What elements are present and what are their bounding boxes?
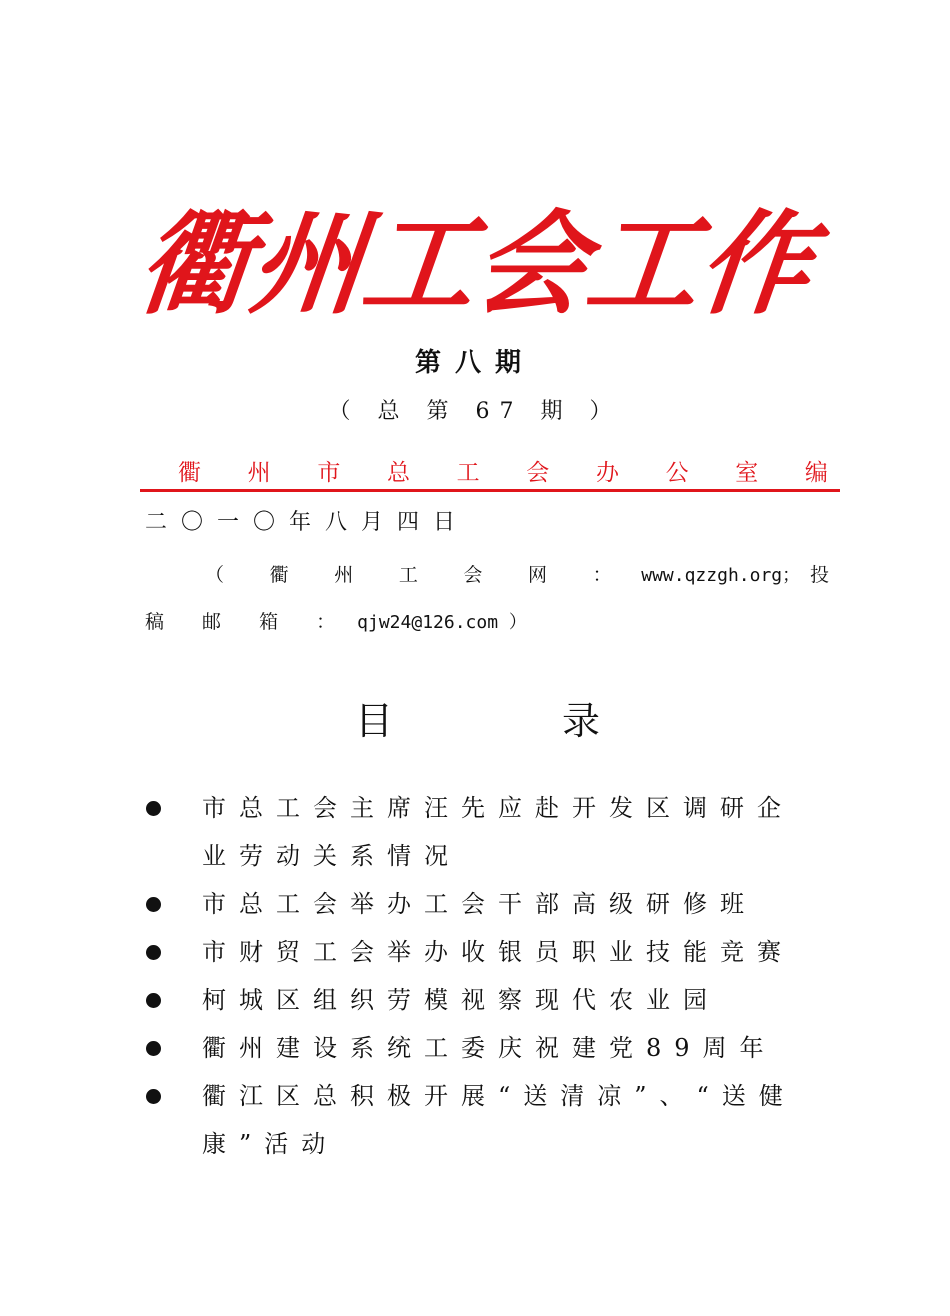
editor-char: 会 <box>526 460 550 486</box>
toc-item-text: 柯城区组织劳模视察现代农业园 <box>202 986 720 1014</box>
publication-date: 二〇一〇年八月四日 <box>145 510 470 535</box>
toc-item[interactable] <box>140 1072 830 1168</box>
editor-char: 总 <box>386 460 410 486</box>
contact-info <box>145 552 845 646</box>
bullet-icon <box>146 801 161 816</box>
editor-char: 办 <box>595 460 619 486</box>
editor-char: 编 <box>804 460 828 486</box>
toc-list <box>140 784 830 1168</box>
toc-item[interactable] <box>140 928 830 976</box>
editor-char: 工 <box>456 460 480 486</box>
bullet-icon <box>146 1089 161 1104</box>
editor-char: 公 <box>665 460 689 486</box>
masthead-logo <box>132 178 860 333</box>
toc-title-right: 录 <box>561 699 600 743</box>
toc-title-left: 目 <box>355 699 394 743</box>
toc-item[interactable] <box>140 1024 830 1072</box>
editor-char: 室 <box>735 460 759 486</box>
email-label: 投 稿 邮 箱 ： <box>145 564 845 633</box>
header-divider <box>140 489 840 492</box>
total-issue-number: （ 总 第 67 期 ） <box>328 399 622 424</box>
editor-line <box>178 454 828 487</box>
toc-item-text: 衢州建设系统工委庆祝建党89周年 <box>202 1034 777 1062</box>
toc-item-text: 市总工会主席汪先应赴开发区调研企业劳动关系情况 <box>202 794 794 870</box>
toc-item-text: 衢江区总积极开展“送清凉”、“送健康”活动 <box>202 1082 796 1158</box>
editor-char: 州 <box>247 460 271 486</box>
website-link[interactable]: www.qzzgh.org； <box>641 565 801 586</box>
masthead-title: 衢州工会工作 <box>132 200 818 330</box>
bullet-icon <box>146 945 161 960</box>
toc-item-text: 市总工会举办工会干部高级研修班 <box>202 890 757 918</box>
issue-number: 第八期 <box>414 348 535 378</box>
toc-title <box>355 690 600 745</box>
toc-item[interactable] <box>140 976 830 1024</box>
bullet-icon <box>146 897 161 912</box>
toc-item-text: 市财贸工会举办收银员职业技能竞赛 <box>202 938 794 966</box>
toc-item[interactable] <box>140 880 830 928</box>
bullet-icon <box>146 993 161 1008</box>
contact-prefix: （ 衢 州 工 会 网 ： <box>205 564 632 586</box>
editor-char: 市 <box>317 460 341 486</box>
bullet-icon <box>146 1041 161 1056</box>
toc-item[interactable] <box>140 784 830 880</box>
editor-char: 衢 <box>178 460 201 486</box>
email-link[interactable]: qjw24@126.com ） <box>357 612 527 633</box>
